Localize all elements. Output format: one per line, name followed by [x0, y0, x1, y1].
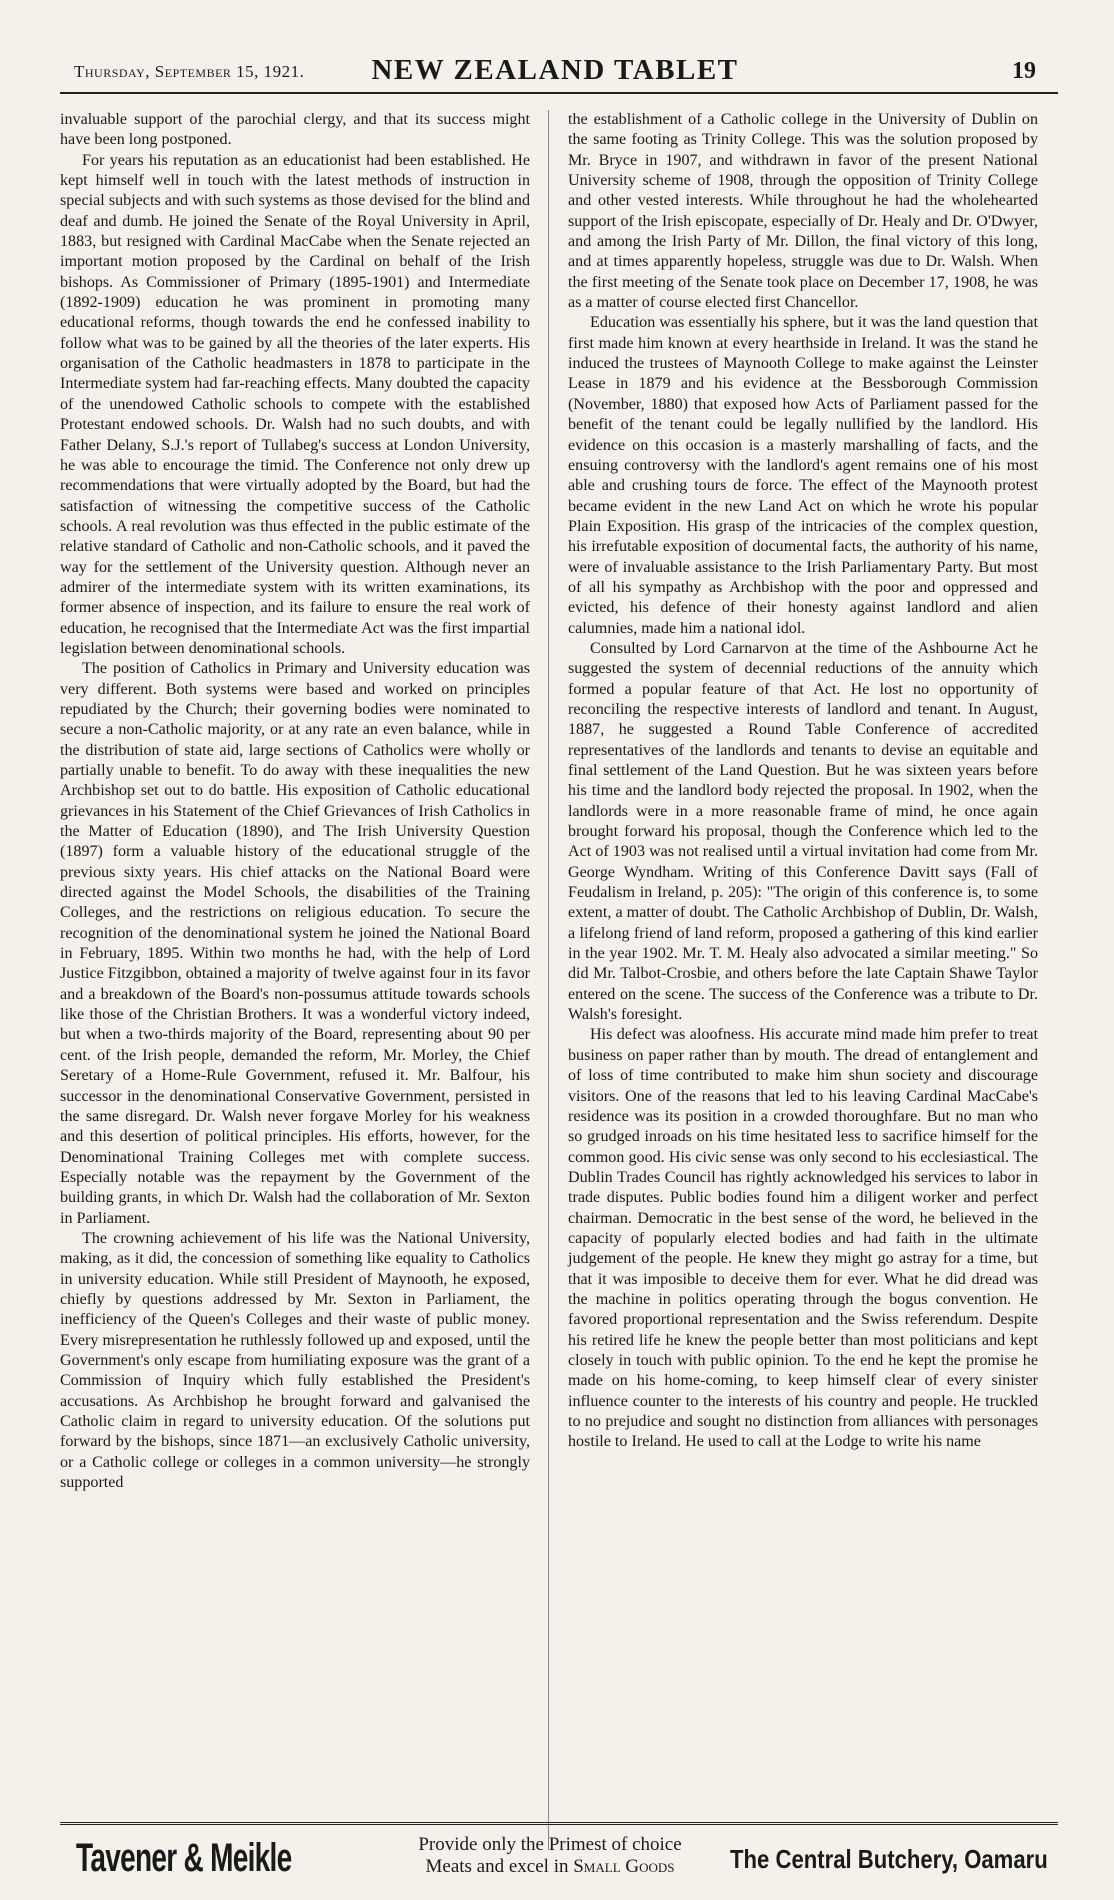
footer-advertisement [60, 1830, 1058, 1890]
paragraph: The position of Catholics in Primary and University education was very different. Both systems were based and worked on principles repudiated by the Church; their governing bodies were nominated to secure a non-Catholic majority, or at any rate an even balance, while in the distribution of state aid, large sections of Catholics were wholly or partially unable to benefit. To do away with these inequalities the new Archbishop set out to do battle. His exposition of Catholic educational grievances in his Statement of the Chief Grievances of Irish Catholics in the Matter of Education (1890), and The Irish University Question (1897) form a valuable history of the educational struggle of the previous sixty years. His chief attacks on the National Board were directed against the Model Schools, the disabilities of the Training Colleges, and the restrictions on religious education. To secure the recognition of the denominational system he joined the National Board in February, 1895. Within two months he had, with the help of Lord Justice Fitzgibbon, obtained a majority of twelve against four in its favor and a breakdown of the Board's non-possumus attitude towards schools like those of the Christian Brothers. It was a wonderful victory indeed, but when a two-thirds majority of the Board, representing about 90 per cent. of the Irish people, demanded the reform, Mr. Morley, the Chief Seretary of a Home-Rule Government, refused it. Mr. Balfour, his successor in the denominational Conservative Government, persisted in the same disregard. Dr. Walsh never forgave Morley for his weakness and this desertion of political principles. His efforts, however, for the Denominational Training Colleges met with complete success. Especially notable was the repayment by the Government of the building grants, in which Dr. Walsh had the collaboration of Mr. Sexton in Parliament. [60, 660, 530, 1227]
issue-date: Thursday, September 15, 1921. [74, 62, 305, 81]
slogan-line-1: Provide only the Primest of choice [418, 1834, 682, 1855]
publication-title: NEW ZEALAND TABLET [371, 54, 739, 86]
advertisement-slogan [360, 1834, 740, 1878]
masthead [60, 52, 1050, 92]
header-rule [60, 92, 1058, 94]
paragraph: His defect was aloofness. His accurate mind made him prefer to treat business on paper rather than by mouth. The dread of entanglement and of loss of time contributed to make him shun society and discourage visitors. One of the reasons that led to his leaving Cardinal MacCabe's residence was its position in a crowded thoroughfare. But no man who so grudged inroads on his time hesitated less to sacrifice himself for the common good. His civic sense was only second to his ecclesiastical. The Dublin Trades Council has rightly acknowledged his services to labor in trade disputes. Public bodies found him a diligent worker and perfect chairman. Democratic in the best sense of the word, he believed in the capacity of popularly elected bodies and had faith in the ultimate judgement of the people. He knew they might go astray for a time, but that it was imposible to deceive them for ever. What he did dread was the machine in politics operating through the bogus convention. He favored proportional representation and the Swiss referendum. Despite his retired life he knew the people better than most politicians and kept closely in touch with public opinion. To the end he kept the promise he made on his home-coming, to keep himself clear of every sinister influence counter to the interests of his country and people. He truckled to no prejudice and sought no distinction from alliances with personages hostile to Ireland. He used to call at the Lodge to write his name [568, 1026, 1038, 1451]
paragraph: invaluable support of the parochial clergy, and that its success might have been long postponed. [60, 111, 530, 149]
butchery-name: The Central Butchery, Oamaru [730, 1844, 1048, 1874]
paragraph: The crowning achievement of his life was the National University, making, as it did, the concession of something like equality to Catholics in university education. While still President of Maynooth, he exposed, chiefly by questions addressed by Mr. Sexton in Parliament, the inefficiency of the Queen's Colleges and their waste of public money. Every misrepresentation he ruthlessly followed up and exposed, until the Government's only escape from humiliating exposure was the grant of a Commission of Inquiry which fully established the President's accusations. As Archbishop he brought forward and galvanised the Catholic claim in regard to university education. Of the solutions put forward by the bishops, since 1871—an exclusively Catholic university, or a Catholic college or colleges in a common university—he strongly supported [60, 1229, 530, 1492]
paragraph: Education was essentially his sphere, but it was the land question that first made him known at every hearthside in Ireland. It was the stand he induced the trustees of Maynooth College to make against the Leinster Lease in 1879 and his evidence at the Bessborough Commission (November, 1880) that exposed how Acts of Parliament passed for the benefit of the tenant could be legally nullified by the landlord. His evidence on this occasion is a masterly marshalling of facts, and the ensuing controversy with the landlord's agent remains one of his most able and crushing tours de force. The effect of the Maynooth protest became evident in the new Land Act on which he wrote his popular Plain Exposition. His grasp of the intricacies of the complex question, his irrefutable exposition of documental facts, the authority of his name, were of invaluable assistance to the Irish Parliamentary Party. But most of all his sympathy as Archbishop with the poor and oppressed and evicted, his defence of their honesty against landlord and alien calumnies, made him a national idol. [568, 314, 1038, 637]
paragraph: Consulted by Lord Carnarvon at the time of the Ashbourne Act he suggested the system of decennial reductions of the annuity which formed a popular feature of that Act. He lost no opportunity of reconciling the respective interests of landlord and tenant. In August, 1887, he suggested a Round Table Conference of accredited representatives of the landlords and tenants to devise an equitable and final settlement of the Land Question. But he was sixteen years before his time and the landlord body rejected the proposal. In 1902, when the landlords were in a more reasonable frame of mind, he once again brought forward his proposal, though the Conference which led to the Act of 1903 was not realised until a virtual invitation had come from Mr. George Wyndham. Writing of this Conference Davitt says (Fall of Feudalism in Ireland, p. 205): "The origin of this conference is, to some extent, a matter of doubt. The Catholic Archbishop of Dublin, Dr. Walsh, a lifelong friend of land reform, proposed a gathering of this kind earlier in the year 1902. Mr. T. M. Healy also advocated a similar meeting." So did Mr. Talbot-Crosbie, and others before the late Captain Shawe Taylor entered on the scene. The success of the Conference was a tribute to Dr. Walsh's foresight. [568, 639, 1038, 1024]
slogan-line-2-text: Meats and excel in [425, 1856, 574, 1877]
page-number: 19 [1012, 58, 1036, 84]
small-goods-text: Small Goods [573, 1856, 675, 1877]
column-divider [548, 110, 549, 1850]
advertiser-name: Tavener & Meikle [76, 1836, 292, 1880]
right-column [568, 110, 1038, 1453]
footer-rule [60, 1822, 1058, 1825]
paragraph: For years his reputation as an educationist had been established. He kept himself well in touch with the latest methods of instruction in special subjects and with such systems as those devised for the blind and deaf and dumb. He joined the Senate of the Royal University in April, 1883, but resigned with Cardinal MacCabe when the Senate rejected an important motion proposed by the Cardinal on behalf of the Irish bishops. As Commissioner of Primary (1895-1901) and Intermediate (1892-1909) education he was prominent in promoting many educational reforms, though towards the end he confessed inability to follow what was to be gained by all the theories of the later experts. His organisation of the Catholic headmasters in 1878 to participate in the Intermediate system had far-reaching effects. Many doubted the capacity of the unendowed Catholic schools to compete with the established Protestant endowed schools. Dr. Walsh had no such doubts, and with Father Delany, S.J.'s report of Tullabeg's success at London University, he was able to encourage the timid. The Conference not only drew up recommendations that were virtually adopted by the Board, but had the satisfaction of witnessing the competitive success of the Catholic schools. A real revolution was thus effected in the public estimate of the relative standard of Catholic and non-Catholic schools, and it paved the way for the settlement of the University question. Although never an admirer of the intermediate system with its written examinations, its former absence of inspection, and its failure to ensure the real work of education, he recognised that the Intermediate Act was the first impartial legislation between denominational schools. [60, 151, 530, 657]
paragraph: the establishment of a Catholic college in the University of Dublin on the same footing as Trinity College. This was the solution proposed by Mr. Bryce in 1907, and withdrawn in favor of the present National University scheme of 1908, through the opposition of Trinity College and other vested interests. While throughout he had the wholehearted support of the Irish episcopate, especially of Dr. Healy and Dr. O'Dwyer, and among the Irish Party of Mr. Dillon, the final victory of this long, and at times apparently hopeless, struggle was due to Dr. Walsh. When the first meeting of the Senate took place on December 17, 1908, he was as a matter of course elected first Chancellor. [568, 111, 1038, 312]
left-column [60, 110, 530, 1493]
slogan-line-2 [360, 1856, 740, 1878]
